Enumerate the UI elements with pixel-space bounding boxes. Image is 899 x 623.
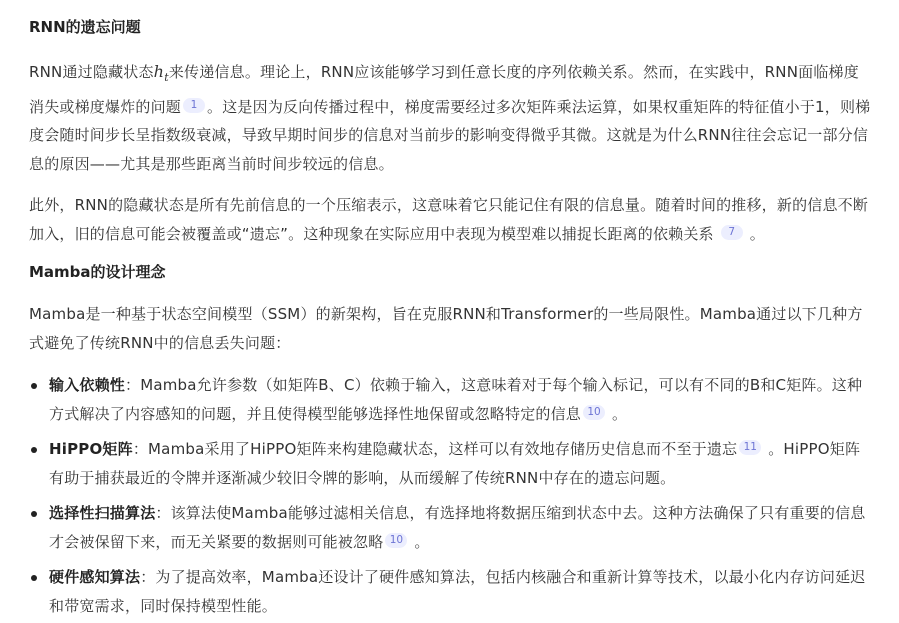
paragraph-text: 此外，RNN的隐藏状态是所有先前信息的一个压缩表示，这意味着它只能记住有限的信息量。随着时间的推移，新的信息不断加入，旧的信息可能会被覆盖或“遗忘”。这种现象在实际应用中表现为模型难以捕捉长距离的依赖关系 bbox=[29, 196, 869, 243]
math-hidden-state: $h_t$ bbox=[153, 62, 169, 85]
bullet-icon bbox=[31, 575, 37, 581]
paragraph-mamba-intro: Mamba是一种基于状态空间模型（SSM）的新架构，旨在克服RNN和Transformer的一些局限性。Mamba通过以下几种方式避免了传统RNN中的信息丢失问题： bbox=[29, 305, 863, 352]
bullet-icon bbox=[31, 511, 37, 517]
citation-badge[interactable]: 1 bbox=[183, 98, 205, 113]
list-item-text: ：该算法使Mamba能够过滤相关信息，有选择地将数据压缩到状态中去。这种方法确保了只有重要的信息才会被保留下来，而无关紧要的数据则可能被忽略 bbox=[49, 504, 866, 551]
bullet-icon bbox=[31, 447, 37, 453]
paragraph-rnn-gradient bbox=[29, 58, 871, 178]
list-item-title: 输入依赖性 bbox=[49, 376, 126, 395]
mamba-feature-list bbox=[29, 371, 871, 620]
bullet-icon bbox=[31, 383, 37, 389]
list-item: HiPPO矩阵：Mamba采用了HiPPO矩阵来构建隐藏状态，这样可以有效地存储历史信息而不至于遗忘 11 。HiPPO矩阵有助于捕获最近的令牌并逐渐减少较旧令牌的影响，从而缓解了传统RNN中存在的遗忘问题。 bbox=[29, 435, 871, 492]
citation-badge[interactable]: 7 bbox=[721, 225, 743, 240]
citation-badge[interactable]: 11 bbox=[739, 440, 761, 455]
list-item: 选择性扫描算法：该算法使Mamba能够过滤相关信息，有选择地将数据压缩到状态中去。这种方法确保了只有重要的信息才会被保留下来，而无关紧要的数据则可能被忽略 10 。 bbox=[29, 499, 871, 556]
list-item bbox=[29, 563, 871, 620]
list-item-text: ：Mamba允许参数（如矩阵B、C）依赖于输入，这意味着对于每个输入标记，可以有不同的B和C矩阵。这种方式解决了内容感知的问题，并且使得模型能够选择性地保留或忽略特定的信息 bbox=[49, 376, 863, 423]
list-item-title: 硬件感知算法 bbox=[49, 568, 141, 587]
section-heading-rnn: RNN的遗忘问题 bbox=[29, 18, 141, 36]
citation-badge[interactable]: 10 bbox=[583, 405, 605, 420]
list-item-text: ：Mamba采用了HiPPO矩阵来构建隐藏状态，这样可以有效地存储历史信息而不至于遗忘 bbox=[132, 440, 738, 459]
paragraph-text: 来传递信息。理论上，RNN应该能够学习到任意长度的序列依赖关系。然而，在实践中，RNN面临梯度消失或梯度爆炸的问题 bbox=[29, 63, 859, 116]
list-item-title: 选择性扫描算法 bbox=[49, 504, 156, 523]
paragraph-text: RNN通过隐藏状态 bbox=[29, 63, 154, 81]
list-item: 输入依赖性：Mamba允许参数（如矩阵B、C）依赖于输入，这意味着对于每个输入标记，可以有不同的B和C矩阵。这种方式解决了内容感知的问题，并且使得模型能够选择性地保留或忽略特定的信息 10 。 bbox=[29, 371, 871, 428]
paragraph-text: 。这是因为反向传播过程中，梯度需要经过多次矩阵乘法运算，如果权重矩阵的特征值小于1，则梯度会随时间步长呈指数级衰减，导致早期时间步的信息对当前步的影响变得微乎其微。这就是为什么RNN往往会忘记一部分信息的原因——尤其是那些距离当前时间步较远的信息。 bbox=[29, 97, 871, 173]
list-item-title: HiPPO矩阵 bbox=[49, 440, 133, 459]
paragraph-rnn-compression: 此外，RNN的隐藏状态是所有先前信息的一个压缩表示，这意味着它只能记住有限的信息量。随着时间的推移，新的信息不断加入，旧的信息可能会被覆盖或“遗忘”。这种现象在实际应用中表现为模型难以捕捉长距离的依赖关系 7 。 bbox=[29, 196, 869, 243]
list-item-text: ：为了提高效率，Mamba还设计了硬件感知算法，包括内核融合和重新计算等技术，以最小化内存访问延迟和带宽需求，同时保持模型性能。 bbox=[49, 568, 866, 615]
citation-badge[interactable]: 10 bbox=[385, 533, 407, 548]
section-heading-mamba: Mamba的设计理念 bbox=[29, 263, 166, 282]
